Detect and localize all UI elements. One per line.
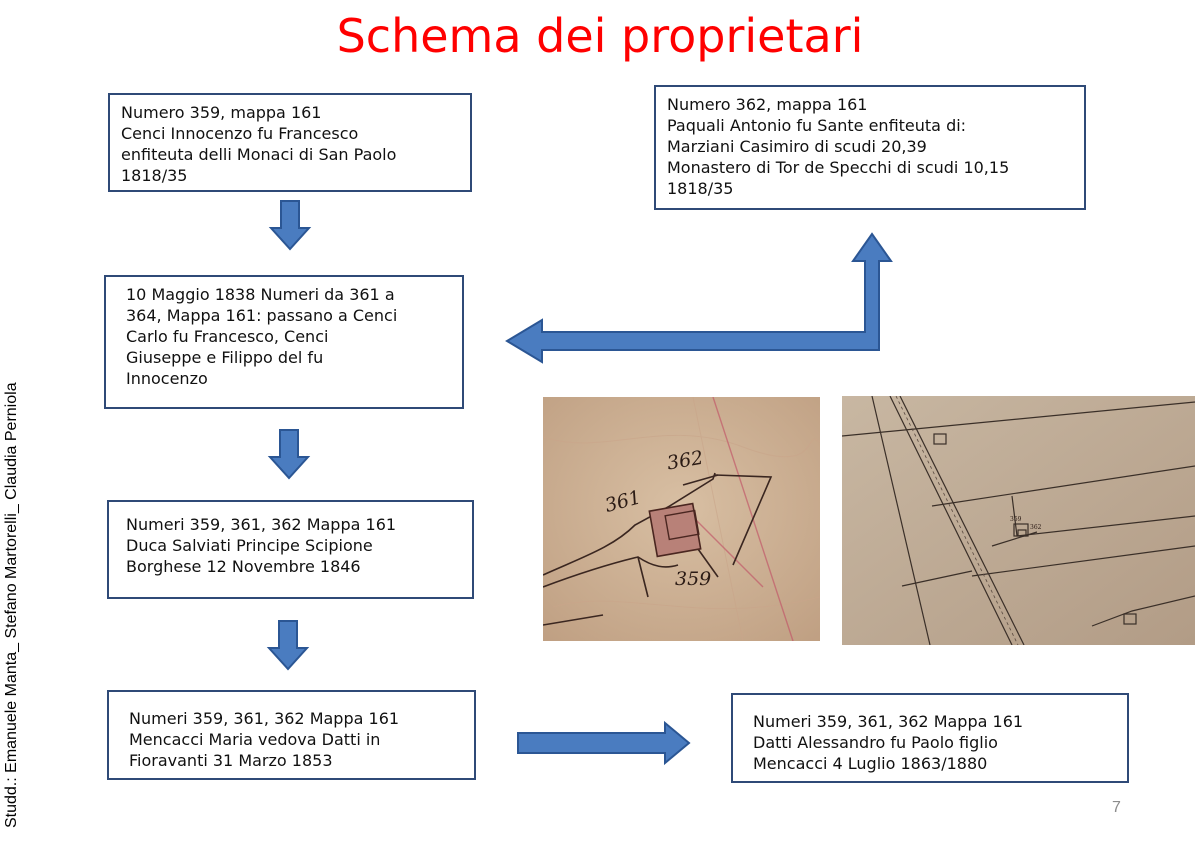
map-overview-drawing bbox=[842, 396, 1195, 645]
map-label-361: 361 bbox=[602, 486, 644, 517]
box-line: Numeri 359, 361, 362 Mappa 161 bbox=[126, 515, 397, 534]
overview-label-359: 359 bbox=[1010, 516, 1022, 523]
box-line: Cenci Innocenzo fu Francesco bbox=[121, 124, 359, 143]
arrow-right bbox=[518, 723, 689, 763]
arrow-down-3 bbox=[269, 621, 307, 669]
box-line: Datti Alessandro fu Paolo figlio bbox=[753, 733, 998, 752]
overview-label-362: 362 bbox=[1030, 524, 1042, 531]
map-detail-drawing bbox=[543, 397, 820, 641]
box-line: Monastero di Tor de Specchi di scudi 10,15 bbox=[667, 158, 1010, 177]
box-line: Marziani Casimiro di scudi 20,39 bbox=[667, 137, 927, 156]
side-credit: Studd.: Emanuele Manta_ Stefano Martorelli_ Claudia Perniola bbox=[3, 382, 20, 828]
box-line: Numero 359, mappa 161 bbox=[121, 103, 322, 122]
box-line: Numero 362, mappa 161 bbox=[667, 95, 868, 114]
box-line: Numeri 359, 361, 362 Mappa 161 bbox=[129, 709, 400, 728]
box-line: 1818/35 bbox=[667, 179, 734, 198]
arrow-bent-up-left bbox=[507, 234, 891, 362]
box-line: Paquali Antonio fu Sante enfiteuta di: bbox=[667, 116, 967, 135]
arrow-down-1 bbox=[271, 201, 309, 249]
arrow-down-2 bbox=[270, 430, 308, 478]
box-line: Duca Salviati Principe Scipione bbox=[126, 536, 373, 555]
cadastral-map-detail bbox=[543, 397, 820, 641]
box-line: 364, Mappa 161: passano a Cenci bbox=[126, 306, 398, 325]
box-line: 1818/35 bbox=[121, 166, 188, 185]
box-line: Innocenzo bbox=[126, 369, 208, 388]
slide-title: Schema dei proprietari bbox=[336, 9, 864, 63]
box-line: Borghese 12 Novembre 1846 bbox=[126, 557, 361, 576]
box-line: Mencacci 4 Luglio 1863/1880 bbox=[753, 754, 988, 773]
cadastral-map-overview bbox=[842, 396, 1195, 645]
box-line: Giuseppe e Filippo del fu bbox=[126, 348, 324, 367]
map-label-359: 359 bbox=[675, 568, 712, 590]
box-line: enfiteuta delli Monaci di San Paolo bbox=[121, 145, 397, 164]
box-line: Fioravanti 31 Marzo 1853 bbox=[129, 751, 333, 770]
box-line: 10 Maggio 1838 Numeri da 361 a bbox=[126, 285, 395, 304]
page-number: 7 bbox=[1112, 799, 1121, 816]
box-line: Mencacci Maria vedova Datti in bbox=[129, 730, 381, 749]
box-line: Numeri 359, 361, 362 Mappa 161 bbox=[753, 712, 1024, 731]
map-label-362: 362 bbox=[665, 446, 705, 475]
box-line: Carlo fu Francesco, Cenci bbox=[126, 327, 329, 346]
